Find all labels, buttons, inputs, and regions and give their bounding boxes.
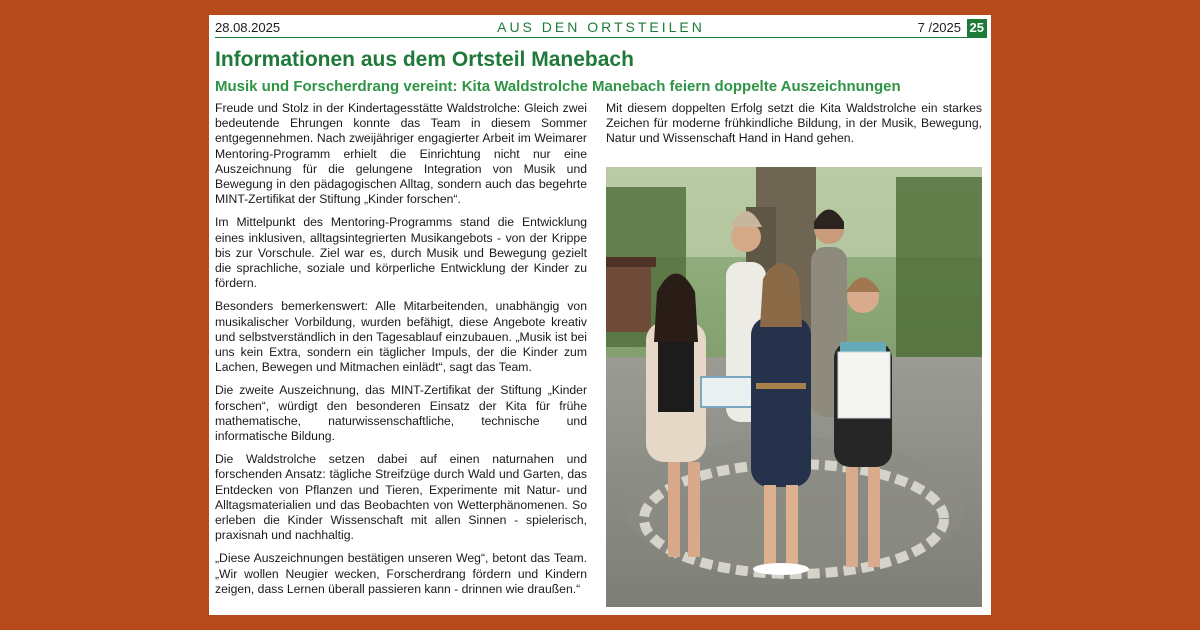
left-column	[215, 101, 587, 605]
paragraph: Freude und Stolz in der Kindertagesstätte Waldstrolche: Gleich zwei bedeutende Ehrungen konnte das Team in diesem Sommer entgegennehmen. Nach zweijähriger engagierter Arbeit im Weimarer Mentoring-Programm erhielt die Einrichtung nicht nur eine Auszeichnung für die gelungene Integration von Musik und Bewegung in den pädagogischen Alltag, sondern auch das begehrte MINT-Zertifikat der Stiftung „Kinder forschen“.	[215, 101, 587, 207]
paragraph: Mit diesem doppelten Erfolg setzt die Kita Waldstrolche ein starkes Zeichen für moderne frühkindliche Bildung, in der Musik, Bewegung, Natur und Wissenschaft Hand in Hand gehen.	[606, 101, 982, 146]
paragraph: Im Mittelpunkt des Mentoring-Programms stand die Entwicklung eines inklusiven, alltagsintegrierten Musikangebots - von der Krippe bis zur Vorschule. Ziel war es, durch Musik und Bewegung gezielt die sprachliche, soziale und körperliche Entwicklung der Kinder zu fördern.	[215, 215, 587, 291]
header-issue: 7 /2025	[917, 20, 961, 35]
paragraph: „Diese Auszeichnungen bestätigen unseren Weg“, betont das Team. „Wir wollen Neugier wecken, Forscherdrang fördern und Kindern zeigen, dass Lernen überall passieren kann - drinnen wie draußen.“	[215, 551, 587, 596]
team-photo-illustration	[606, 167, 982, 607]
article-subtitle: Musik und Forscherdrang vereint: Kita Waldstrolche Manebach feiern doppelte Auszeichnungen	[215, 78, 901, 95]
header-date: 28.08.2025	[215, 20, 281, 35]
header-section: AUS DEN ORTSTEILEN	[497, 19, 705, 35]
article-title: Informationen aus dem Ortsteil Manebach	[215, 48, 634, 71]
team-photo	[606, 167, 982, 607]
page-header	[215, 19, 987, 38]
newspaper-page	[209, 15, 991, 615]
right-column	[606, 101, 982, 155]
paragraph: Die zweite Auszeichnung, das MINT-Zertifikat der Stiftung „Kinder forschen“, würdigt den besonderen Einsatz der Kita für frühe mathematische, naturwissenschaftliche, technische und informatische Bildung.	[215, 383, 587, 444]
page-number-badge: 25	[967, 19, 987, 37]
paragraph: Die Waldstrolche setzen dabei auf einen naturnahen und forschenden Ansatz: tägliche Streifzüge durch Wald und Garten, das Entdecken von Pflanzen und Tieren, Experimente mit Natur- und Alltagsmaterialien und das Beobachten von Wetterphänomenen. So erleben die Kinder Wissenschaft mit allen Sinnen - spielerisch, praxisnah und nachhaltig.	[215, 452, 587, 543]
paragraph: Besonders bemerkenswert: Alle Mitarbeitenden, unabhängig von musikalischer Vorbildung, wurden befähigt, diese Angebote kreativ und selbstverständlich in den Tagesablauf einzubauen. „Musik ist bei uns kein Extra, sondern ein täglicher Impuls, der die Kinder zum Lachen, Bewegen und Mitmachen einlädt“, sagt das Team.	[215, 299, 587, 375]
